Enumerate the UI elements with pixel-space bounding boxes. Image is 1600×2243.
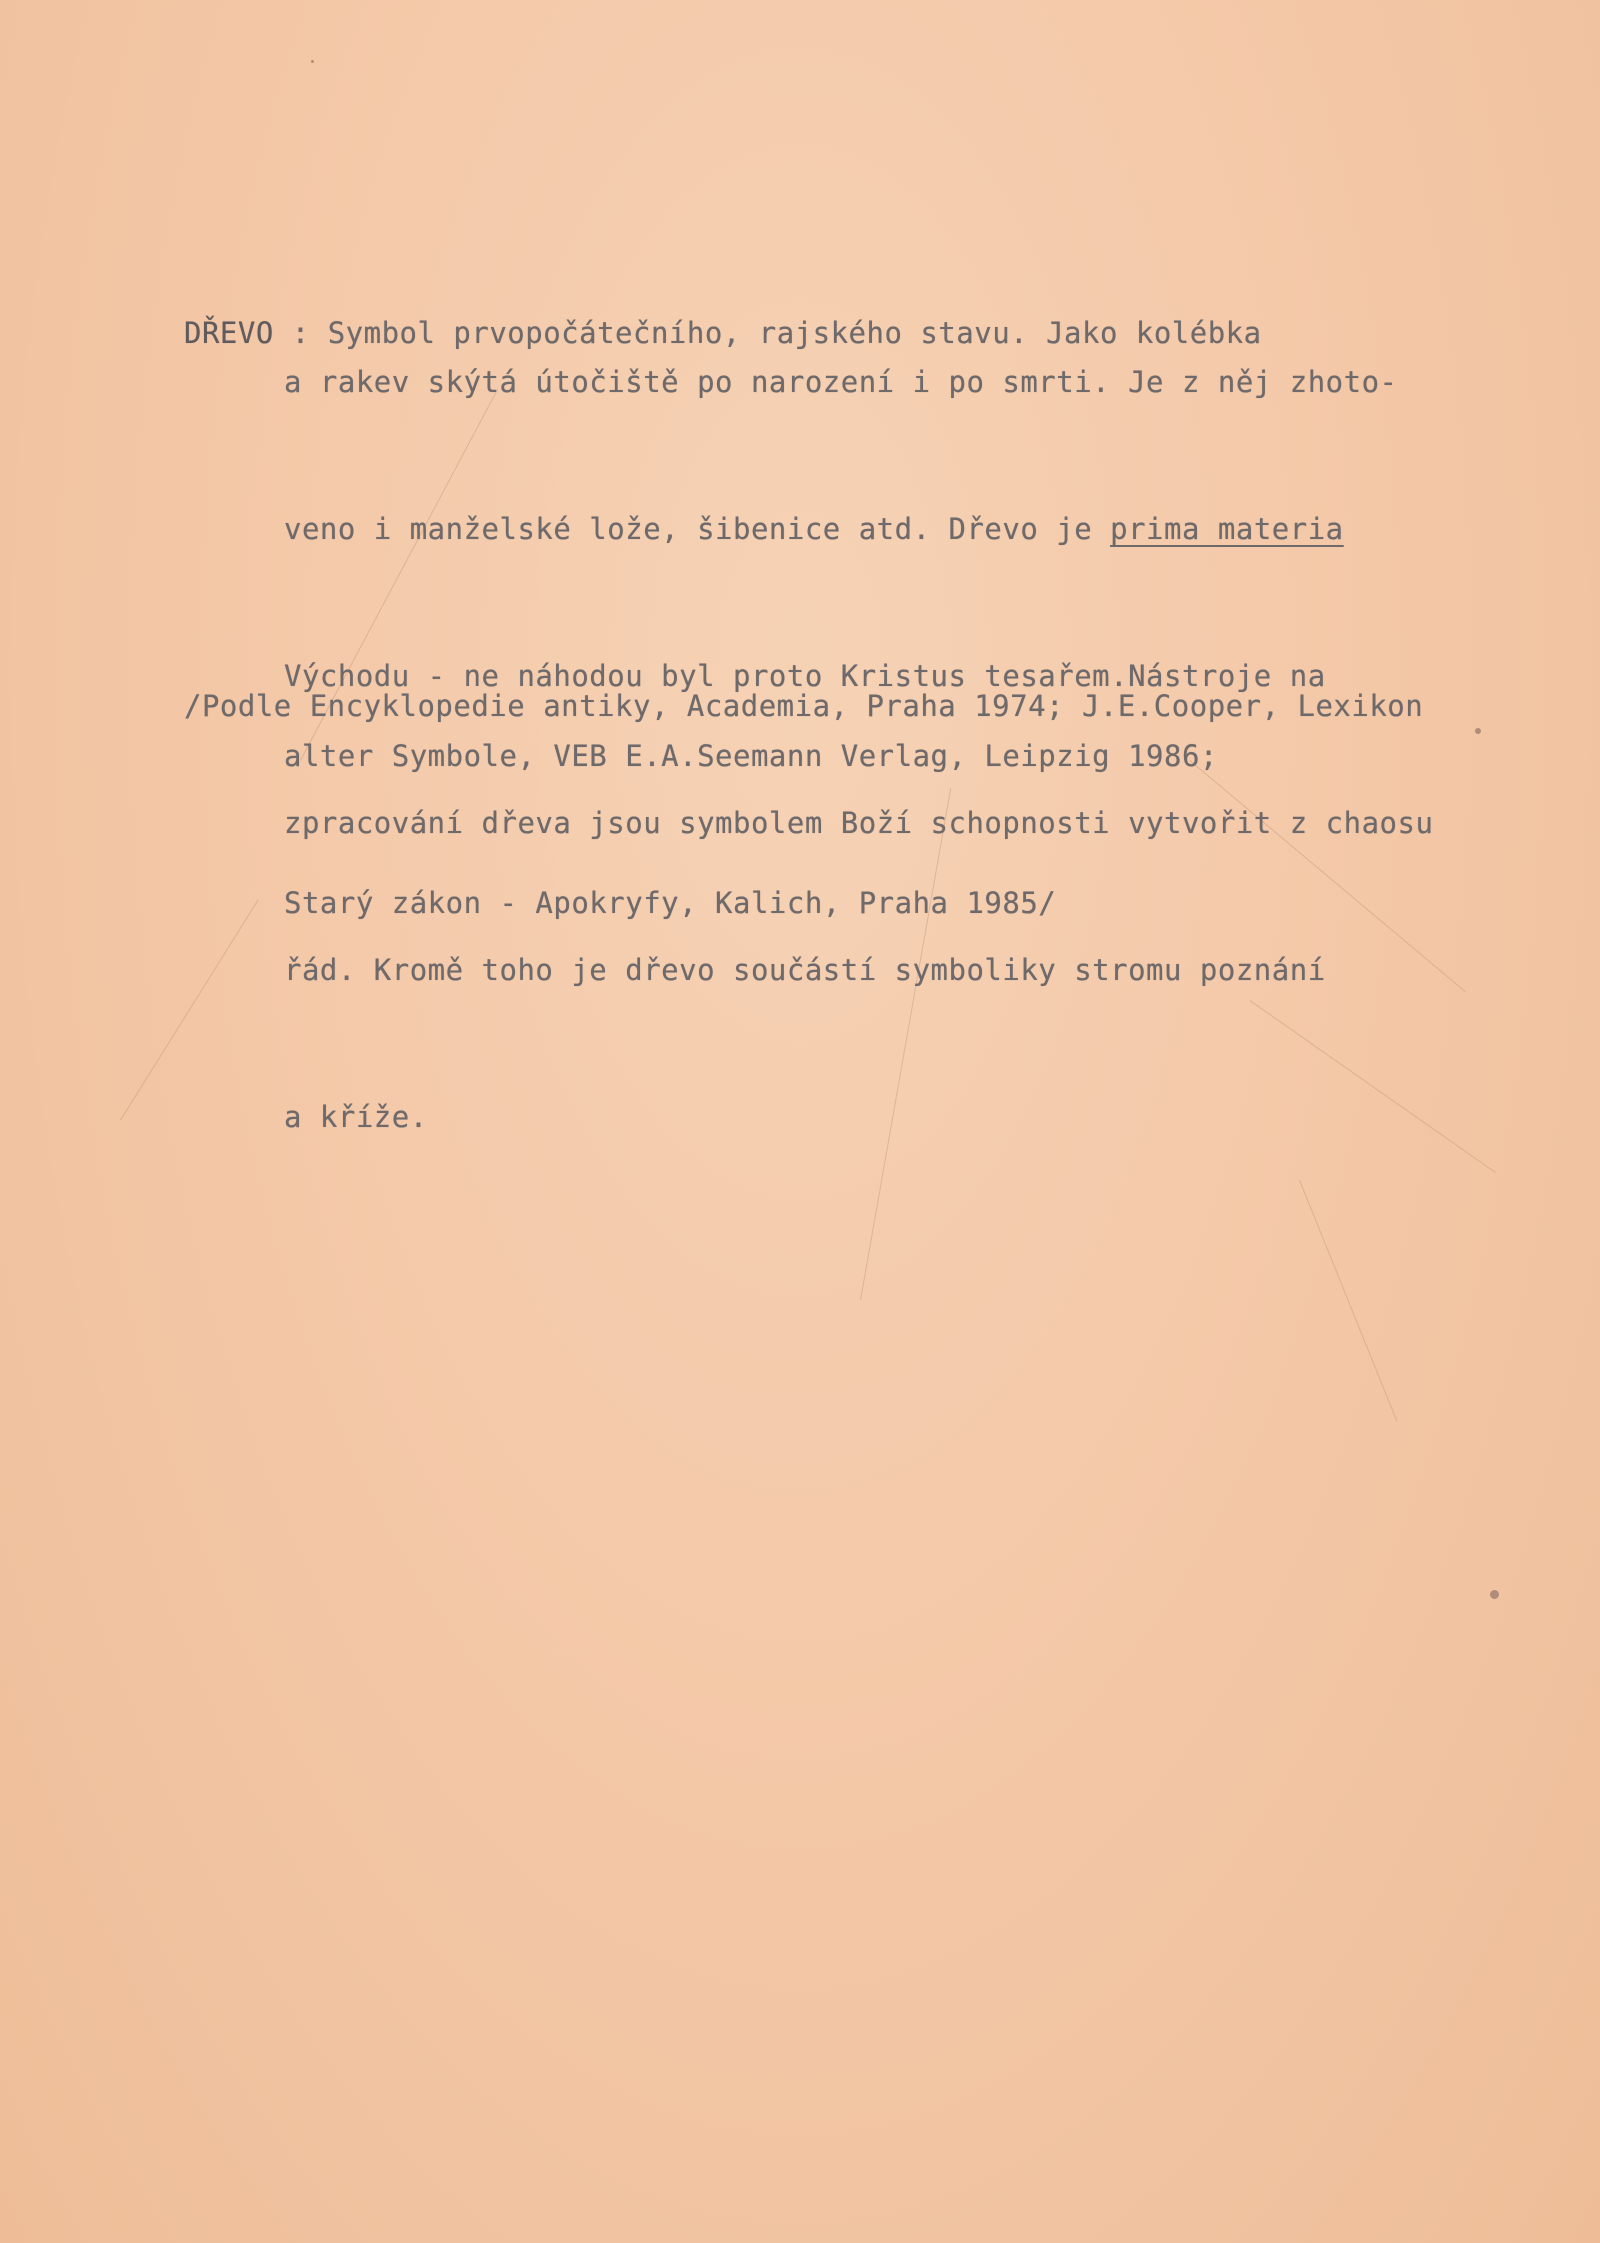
entry-line-1: Symbol prvopočátečního, rajského stavu. Jako kolébka	[327, 316, 1262, 350]
paper-crease	[1299, 1180, 1397, 1421]
sources-line-1: /Podle Encyklopedie antiky, Academia, Praha 1974; J.E.Cooper, Lexikon	[184, 689, 1424, 723]
entry-line-4: Východu - ne náhodou byl proto Kristus tesařem.Nástroje na	[284, 659, 1326, 693]
entry-line-3-wrapper	[284, 505, 1433, 554]
sources-line-2: alter Symbole, VEB E.A.Seemann Verlag, Leipzig 1986;	[284, 739, 1218, 773]
paper-speck	[1475, 728, 1481, 734]
entry-line-7: a kříže.	[284, 1100, 428, 1134]
entry-line-5: zpracování dřeva jsou symbolem Boží schopnosti vytvořit z chaosu	[284, 806, 1434, 840]
sources-continuation	[284, 634, 1218, 977]
paper-crease	[120, 900, 259, 1121]
entry-term: DŘEVO	[184, 316, 274, 350]
paper-speck	[1490, 1590, 1499, 1599]
entry-line-3: veno i manželské lože, šibenice atd. Dřevo je	[284, 512, 1111, 546]
entry-line-2: a rakev skýtá útočiště po narození i po smrti. Je z něj zhoto-	[284, 365, 1398, 399]
paper-speck	[311, 60, 314, 63]
entry-line-6: řád. Kromě toho je dřevo součástí symboliky stromu poznání	[284, 953, 1326, 987]
underlined-phrase: prima materia	[1110, 512, 1344, 546]
entry-separator: :	[273, 316, 328, 350]
sources-line-3: Starý zákon - Apokryfy, Kalich, Praha 1985/	[284, 886, 1057, 920]
